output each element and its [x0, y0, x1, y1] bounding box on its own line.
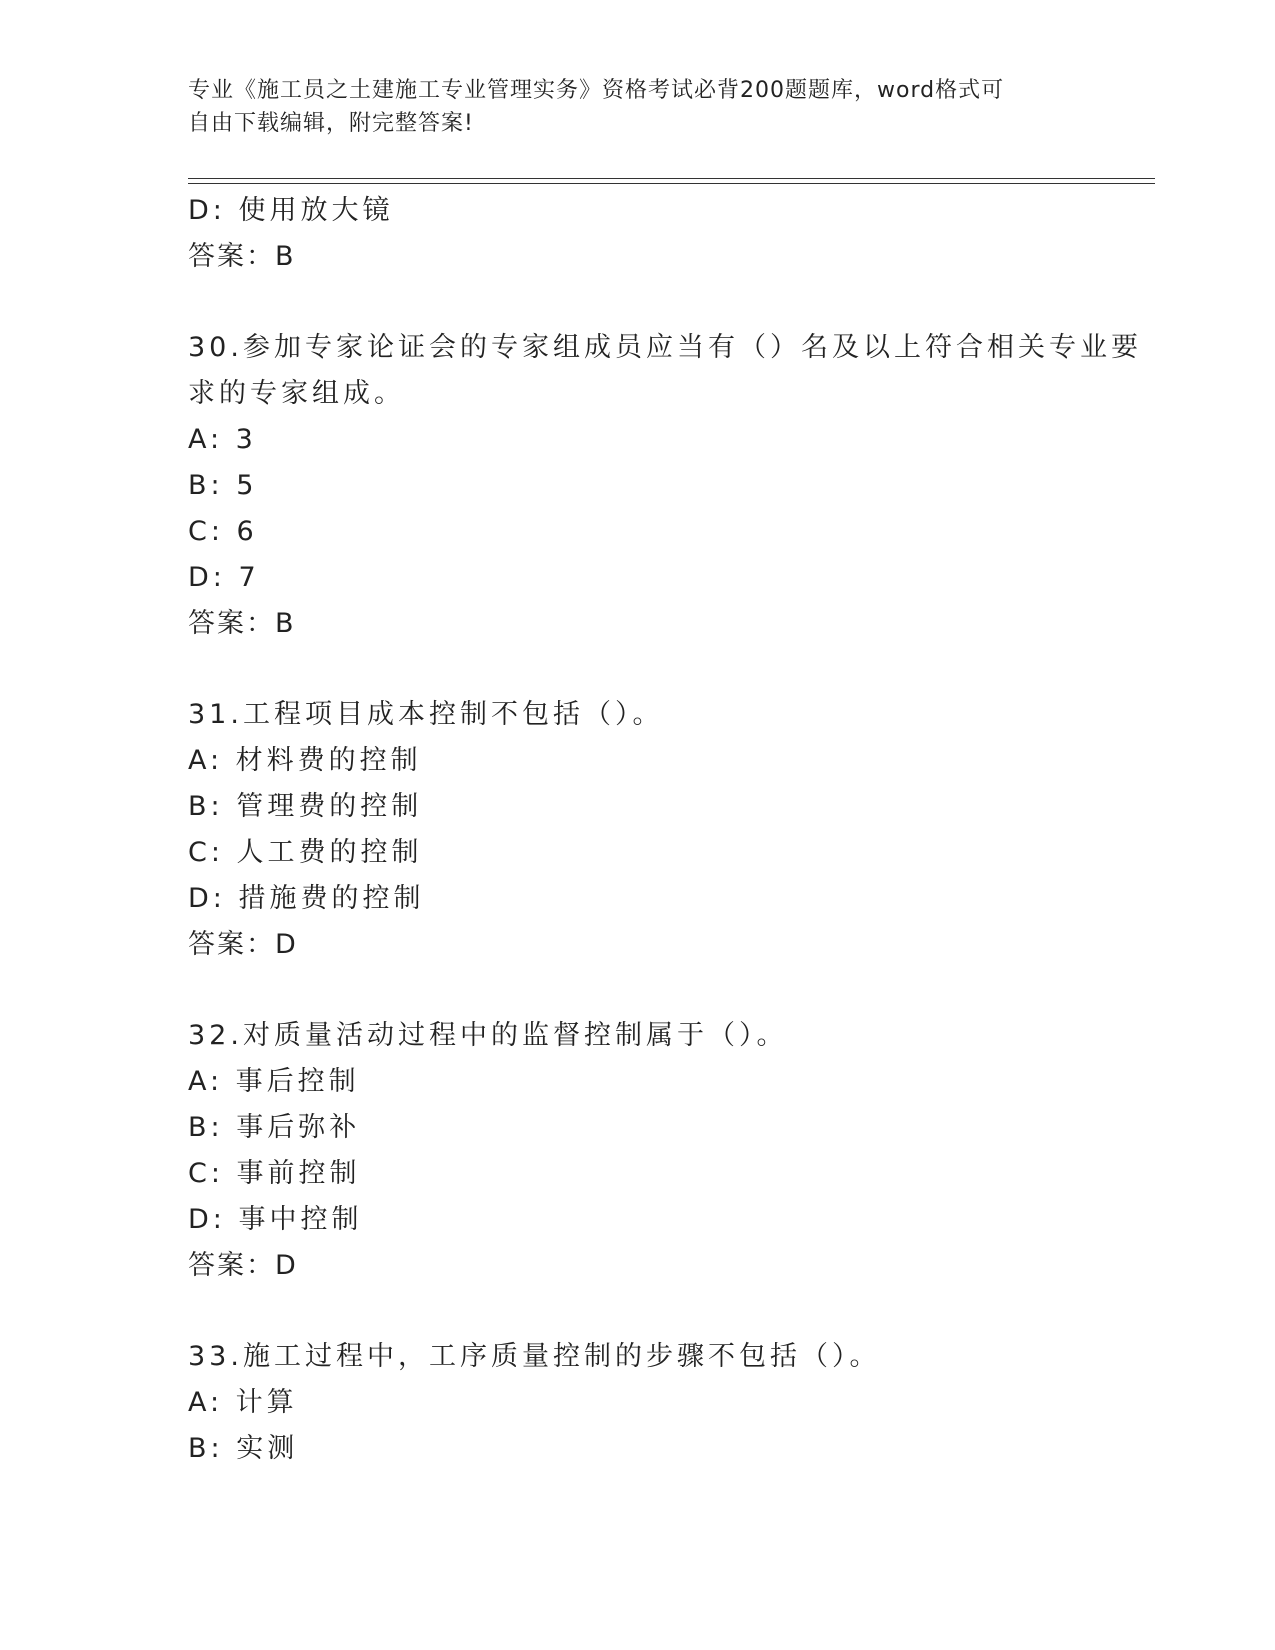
option-c: C: 6 [188, 516, 258, 547]
option-a: A: 材料费的控制 [188, 745, 422, 776]
document-header [188, 74, 1068, 140]
question-stem: 33.施工过程中，工序质量控制的步骤不包括（）。 [188, 1341, 881, 1372]
option-d: D: 事中控制 [188, 1204, 363, 1235]
answer-line: 答案：B [188, 241, 296, 272]
question-stem: 31.工程项目成本控制不包括（）。 [188, 699, 664, 730]
option-c: C: 人工费的控制 [188, 837, 423, 868]
option-c: C: 事前控制 [188, 1158, 361, 1189]
option-d: D: 7 [188, 562, 260, 593]
option-b: B: 实测 [188, 1433, 299, 1464]
question-stem: 30.参加专家论证会的专家组成员应当有（）名及以上符合相关专业要 [188, 332, 1142, 363]
option-a: A: 事后控制 [188, 1066, 360, 1097]
previous-question-tail [188, 188, 1088, 280]
option-d: D: 措施费的控制 [188, 883, 425, 914]
header-title-line-2: 自由下载编辑，附完整答案! [188, 111, 474, 136]
header-title-line-1: 专业《施工员之土建施工专业管理实务》资格考试必背200题题库，word格式可 [188, 78, 1005, 103]
question-list [188, 188, 1142, 1472]
question-33 [188, 1334, 1088, 1472]
answer-line: 答案：D [188, 929, 298, 960]
answer-line: 答案：D [188, 1250, 298, 1281]
option-b: B: 管理费的控制 [188, 791, 423, 822]
question-stem-continued: 求的专家组成。 [188, 378, 405, 409]
question-30 [188, 325, 1142, 647]
question-31 [188, 692, 1088, 968]
option-d: D: 使用放大镜 [188, 195, 394, 226]
option-a: A: 3 [188, 424, 257, 455]
header-divider-top [188, 178, 1155, 179]
answer-line: 答案：B [188, 608, 296, 639]
option-b: B: 5 [188, 470, 258, 501]
option-a: A: 计算 [188, 1387, 298, 1418]
question-stem: 32.对质量活动过程中的监督控制属于（）。 [188, 1020, 788, 1051]
question-32 [188, 1013, 1088, 1289]
header-divider-bottom [188, 183, 1155, 184]
option-b: B: 事后弥补 [188, 1112, 361, 1143]
